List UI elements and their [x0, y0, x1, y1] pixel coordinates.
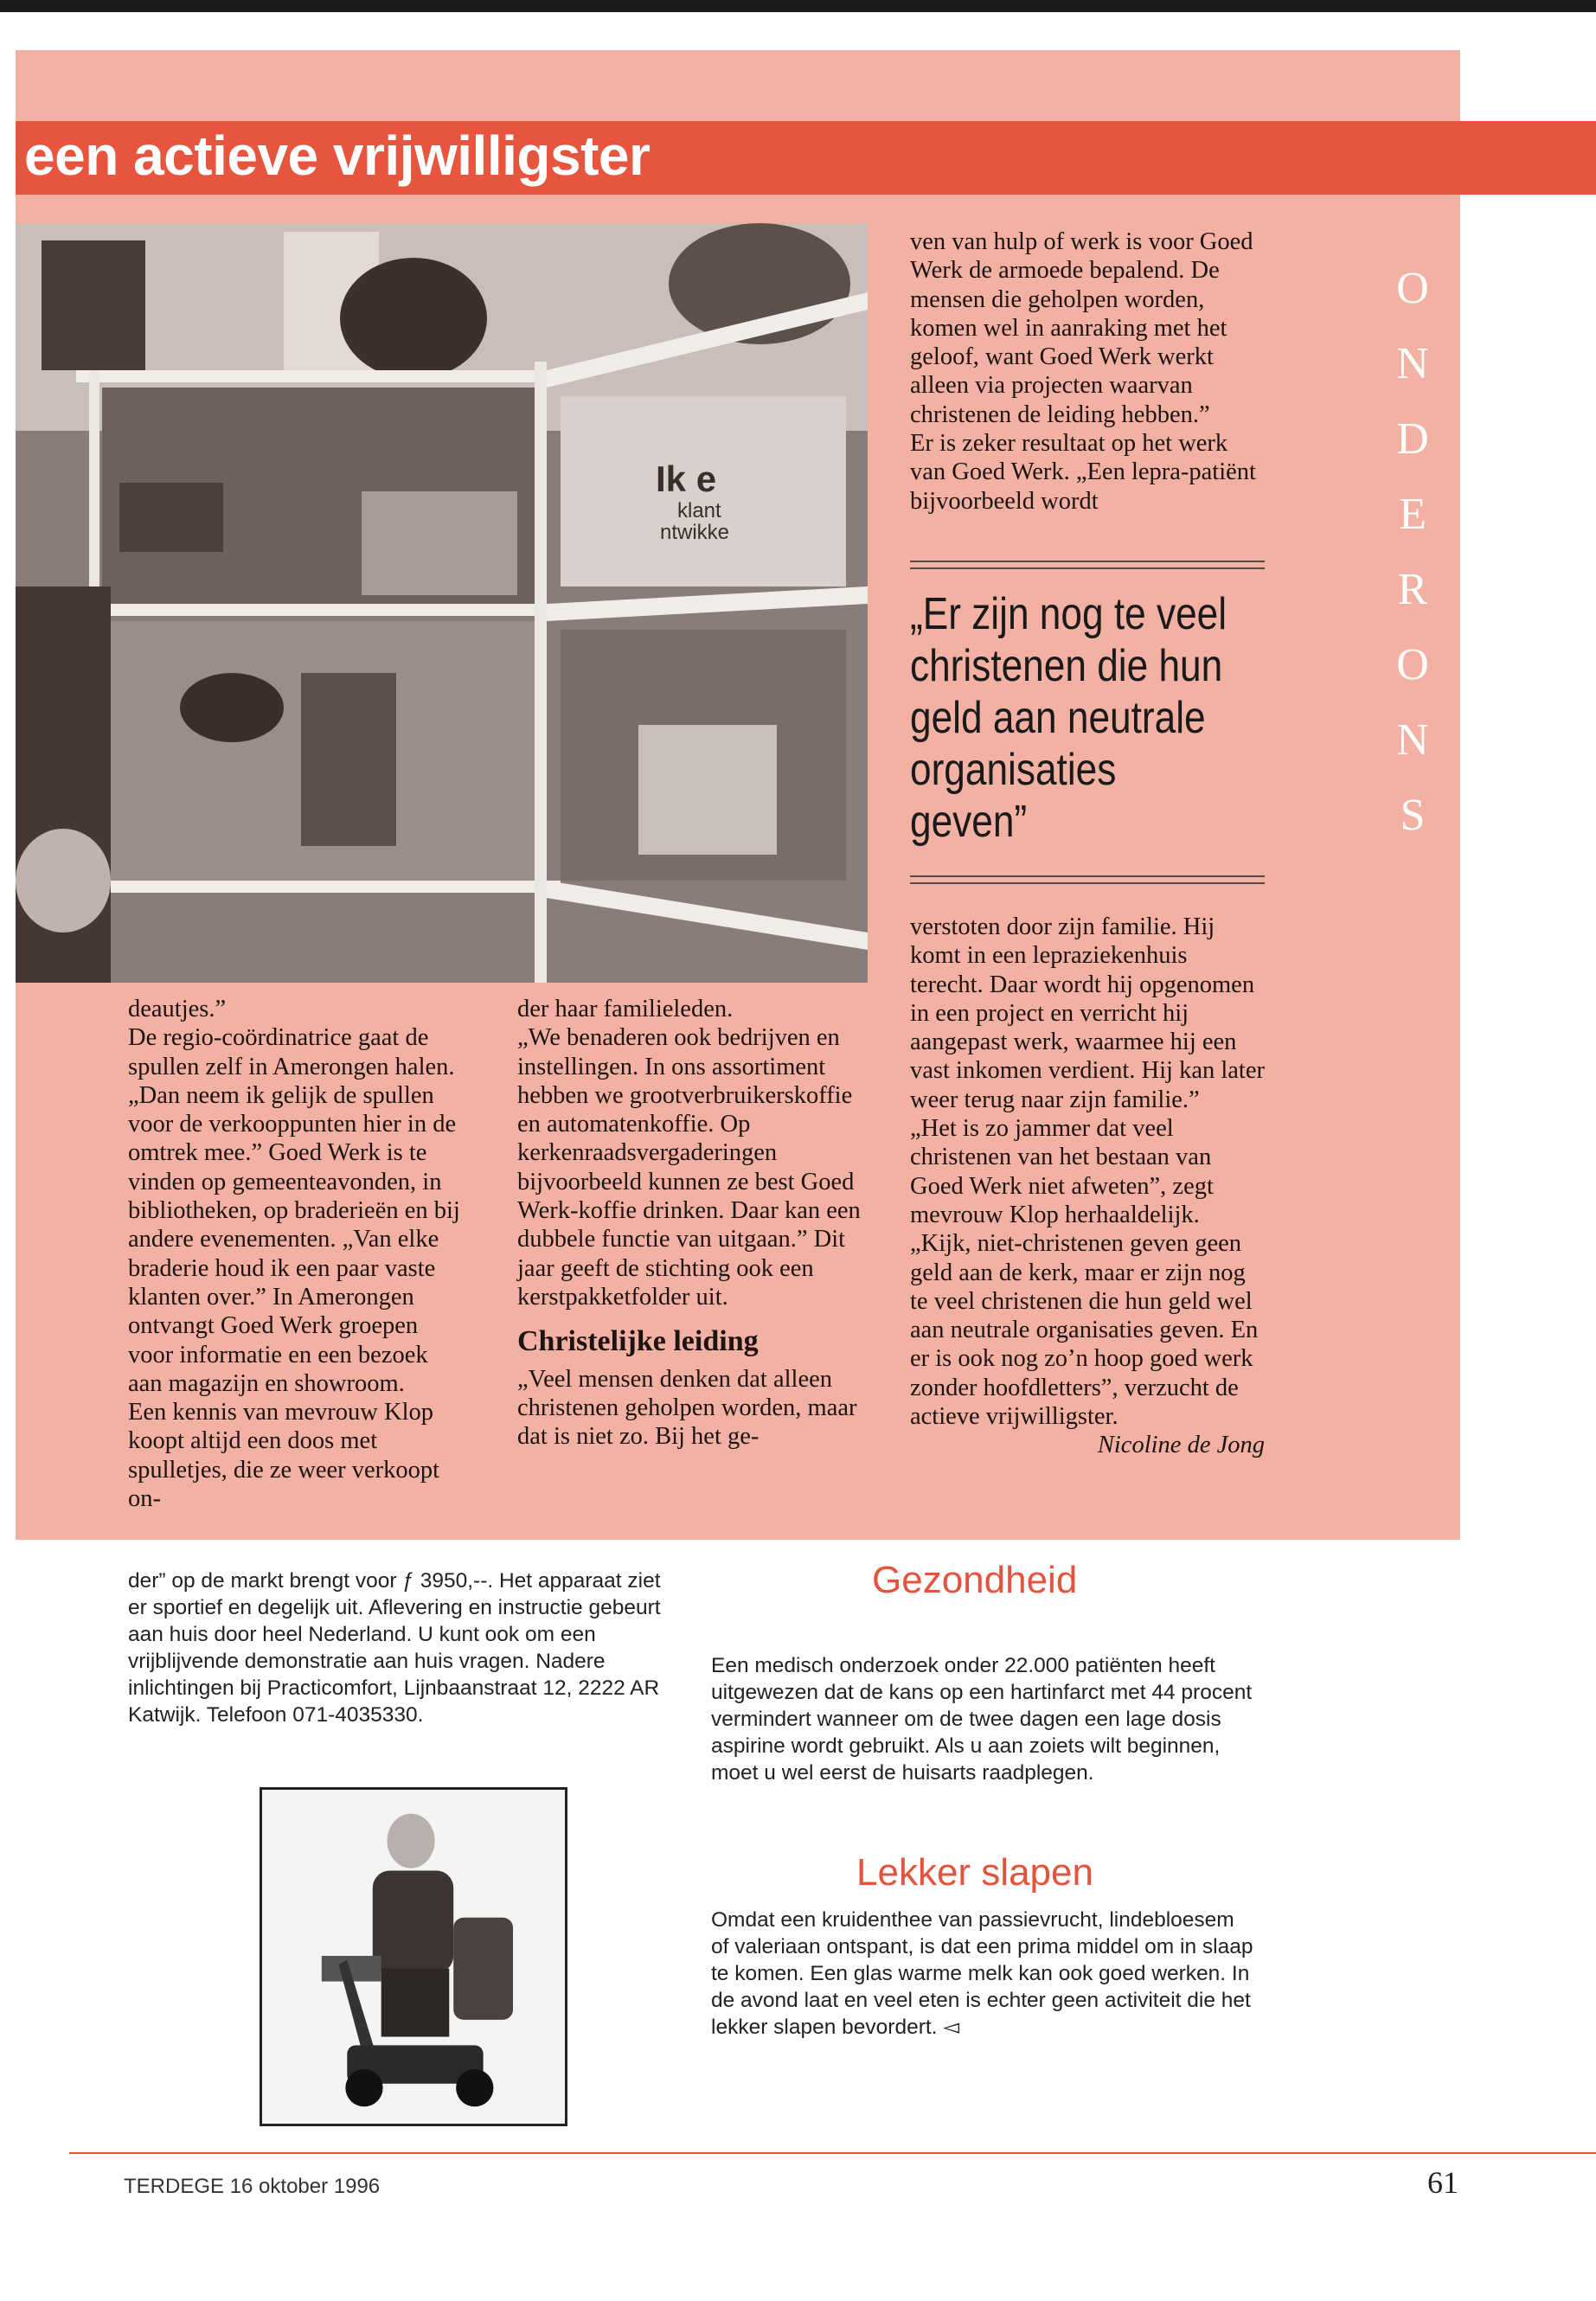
- subheading: Christelijke leiding: [517, 1325, 759, 1358]
- shop-shelves-photo: [16, 223, 868, 983]
- paragraph: ven van hulp of werk is voor Goed Werk de armoede bepalend. De mensen die geholpen worden, komen wel in aanraking met het geloof, want Goed Werk werkt alleen via projecten waarvan christenen de leiding hebben.”: [910, 228, 1253, 428]
- scooter-article-text: [128, 1567, 664, 1728]
- paragraph: deautjes.”: [128, 996, 227, 1022]
- section-letter: O: [1396, 264, 1429, 313]
- paragraph: [711, 1907, 1256, 2041]
- section-letter: D: [1396, 414, 1429, 464]
- article-column-3-bottom: [910, 913, 1265, 1460]
- article-column-2: [517, 995, 872, 1451]
- mobility-scooter-photo: [260, 1787, 567, 2126]
- paragraph: „Veel mensen denken dat alleen christenen geholpen worden, maar dat is niet zo. Bij het ge-: [517, 1365, 857, 1451]
- footer-magazine-date: TERDEGE 16 oktober 1996: [124, 2175, 381, 2198]
- byline: Nicoline de Jong: [1097, 1432, 1265, 1459]
- top-edge: [0, 0, 1596, 12]
- photo-sign-text: Ik e: [656, 458, 717, 499]
- article-title: een actieve vrijwilligster: [24, 125, 651, 187]
- section-letter: N: [1396, 715, 1429, 765]
- paragraph: „Het is zo jammer dat veel christenen van het bestaan van Goed Werk niet afweten”, zegt mevrouw Klop herhaaldelijk. „Kijk, niet-christenen geven geen geld aan de kerk, maar er zijn nog te veel christenen die hun geld wel aan neutrale organisaties geven. En er is ook nog zo’n hoop goed werk zonder hoofdletters”, verzucht de actieve vrijwilligster.: [910, 1115, 1259, 1431]
- pull-quote: „Er zijn nog te veel christenen die hun geld aan neutrale organisaties geven”: [910, 589, 1227, 847]
- health-text: [711, 1652, 1256, 1786]
- photo-sign-text-2: klant: [677, 499, 721, 522]
- sleep-heading: Lekker slapen: [856, 1851, 1093, 1894]
- quote-rule-bottom: [910, 875, 1265, 884]
- paragraph: Er is zeker resultaat op het werk van Goed Werk. „Een lepra-patiënt bijvoorbeeld wordt: [910, 430, 1256, 515]
- paragraph: Een medisch onderzoek onder 22.000 patiënten heeft uitgewezen dat de kans op een hartinfarct met 44 procent vermindert wanneer om de twee dagen een lage dosis aspirine wordt gebruikt. Als u aan zoiets wilt beginnen, moet u wel eerst de huisarts raadplegen.: [711, 1654, 1253, 1785]
- page-number: 61: [1427, 2165, 1458, 2200]
- section-letter: E: [1399, 490, 1426, 539]
- section-letter: R: [1397, 565, 1428, 614]
- footer-rule: [69, 2152, 1596, 2154]
- health-heading: Gezondheid: [872, 1559, 1078, 1601]
- article-column-1: [128, 995, 461, 1513]
- sleep-text: [711, 1907, 1256, 2041]
- paragraph: verstoten door zijn familie. Hij komt in een lepraziekenhuis terecht. Daar wordt hij opgenomen in een project en verricht hij aangepast werk, waarmee hij een vast inkomen verdient. Hij kan later weer terug naar zijn familie.”: [910, 913, 1265, 1113]
- paragraph: Een kennis van mevrouw Klop koopt altijd een doos met spulletjes, die ze weer verkoopt on-: [128, 1399, 440, 1513]
- paragraph: der” op de markt brengt voor ƒ 3950,--. Het apparaat ziet er sportief en degelijk uit. Aflevering en instructie gebeurt aan huis door heel Nederland. U kunt ook om een vrijblijvende demonstratie aan huis vragen. Nadere inlichtingen bij Practicomfort, Lijnbaanstraat 12, 2222 AR Katwijk. Telefoon 071-4035330.: [128, 1569, 661, 1727]
- section-label-vertical: [1388, 251, 1437, 853]
- section-letter: O: [1396, 640, 1429, 689]
- paragraph: „We benaderen ook bedrijven en instellingen. In ons assortiment hebben we grootverbruikerskoffie en automatenkoffie. Op kerkenraadsvergaderingen bijvoorbeeld kunnen ze best Goed Werk-koffie drinken. Daar kan een dubbele functie van uitgaan.” Dit jaar geeft de stichting ook een kerstpakketfolder uit.: [517, 1024, 861, 1311]
- quote-rule-top: [910, 561, 1265, 569]
- end-mark-icon: ◅: [943, 2016, 960, 2039]
- section-letter: S: [1400, 791, 1426, 840]
- sleep-paragraph-text: Omdat een kruidenthee van passievrucht, lindebloesem of valeriaan ontspant, is dat een prima middel om in slaap te komen. Een glas warme melk kan ook goed werken. In de avond laat en veel eten is echter geen activiteit die het lekker slapen bevordert.: [711, 1908, 1253, 2039]
- paragraph: der haar familieleden.: [517, 996, 734, 1022]
- article-column-3-top: [910, 228, 1265, 516]
- photo-sign-text-3: ntwikke: [660, 521, 730, 544]
- paragraph: De regio-coördinatrice gaat de spullen zelf in Amerongen halen. „Dan neem ik gelijk de spullen voor de verkooppunten hier in de omtrek mee.” Goed Werk is te vinden op gemeenteavonden, in bibliotheken, op braderieën en bij andere evenementen. „Van elke braderie houd ik een paar vaste klanten over.” In Amerongen ontvangt Goed Werk groepen voor informatie en een bezoek aan magazijn en showroom.: [128, 1024, 460, 1397]
- section-letter: N: [1396, 339, 1429, 388]
